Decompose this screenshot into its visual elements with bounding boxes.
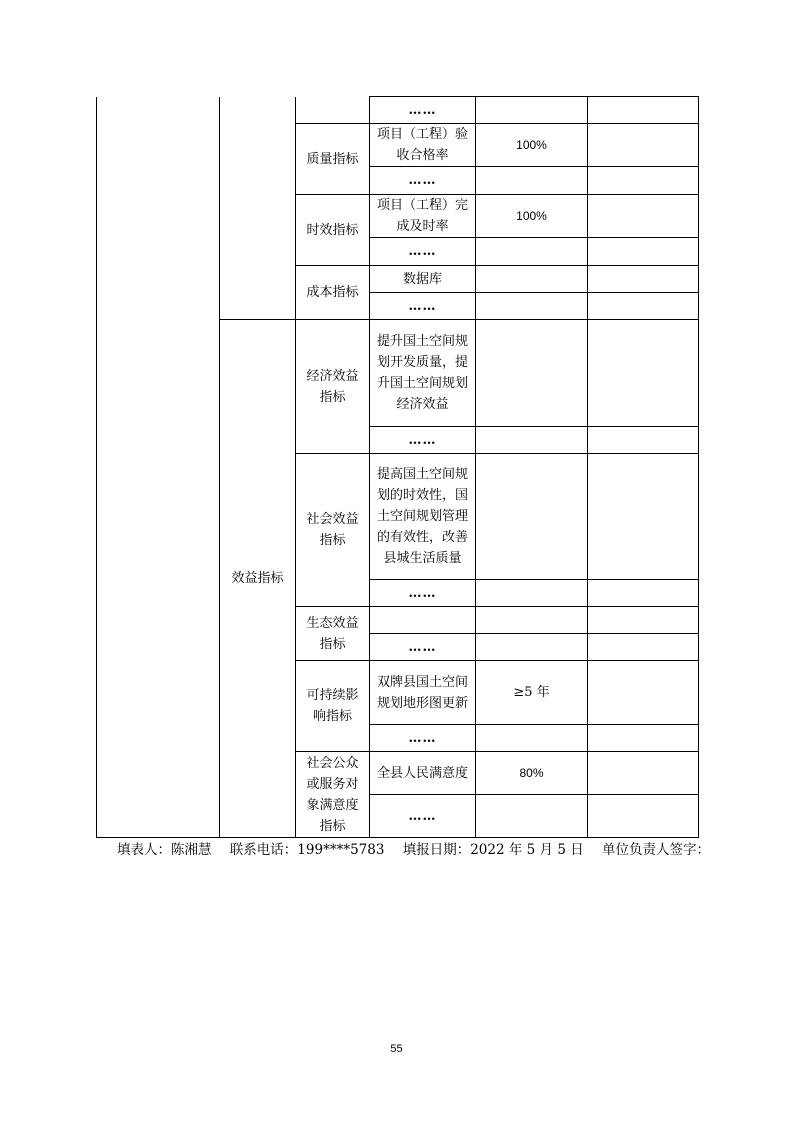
actual-cell: [588, 195, 699, 238]
actual-cell: [588, 167, 699, 195]
target-cell: [476, 238, 588, 266]
level3-cell: 生态效益指标: [296, 607, 370, 661]
level3-cell: 质量指标: [296, 124, 370, 195]
target-cell: ≥5 年: [476, 661, 588, 725]
actual-cell: [588, 427, 699, 454]
level2-cell: 效益指标: [220, 320, 296, 838]
target-cell: [476, 266, 588, 293]
indicator-cell: 全县人民满意度: [370, 752, 476, 795]
actual-cell: [588, 752, 699, 795]
indicator-cell: 提高国土空间规划的时效性，国土空间规划管理的有效性，改善县城生活质量: [370, 454, 476, 580]
target-cell: 80%: [476, 752, 588, 795]
indicator-cell: 项目（工程）完成及时率: [370, 195, 476, 238]
actual-cell: [588, 795, 699, 838]
level1-cell: [97, 97, 220, 838]
actual-cell: [588, 124, 699, 167]
level2-cell-output: [220, 97, 296, 320]
form-footer: [117, 838, 737, 858]
indicator-cell: ……: [370, 427, 476, 454]
indicator-cell: ……: [370, 167, 476, 195]
level3-cell: 社会效益指标: [296, 454, 370, 607]
level3-cell-quantity: [296, 97, 370, 124]
target-cell: 100%: [476, 124, 588, 167]
target-cell: [476, 634, 588, 661]
target-cell: [476, 427, 588, 454]
indicator-cell: ……: [370, 580, 476, 607]
indicator-cell: ……: [370, 725, 476, 752]
target-cell: [476, 580, 588, 607]
actual-cell: [588, 580, 699, 607]
table-row: [97, 97, 699, 124]
actual-cell: [588, 454, 699, 580]
level3-cell: 时效指标: [296, 195, 370, 266]
indicator-cell: ……: [370, 795, 476, 838]
level3-cell: 可持续影响指标: [296, 661, 370, 752]
level3-cell: 社会公众或服务对象满意度指标: [296, 752, 370, 838]
target-cell: [476, 293, 588, 320]
actual-cell: [588, 238, 699, 266]
indicator-cell: ……: [370, 238, 476, 266]
actual-cell: [588, 293, 699, 320]
performance-indicator-table: [96, 96, 699, 838]
actual-cell: [588, 97, 699, 124]
page-number: 55: [390, 1043, 403, 1055]
indicator-cell: ……: [370, 293, 476, 320]
target-cell: [476, 454, 588, 580]
indicator-cell: 提升国土空间规划开发质量，提升国土空间规划经济效益: [370, 320, 476, 427]
target-cell: [476, 795, 588, 838]
actual-cell: [588, 661, 699, 725]
indicator-cell: 项目（工程）验收合格率: [370, 124, 476, 167]
level3-cell: 成本指标: [296, 266, 370, 320]
actual-cell: [588, 634, 699, 661]
filler-name: 填表人：陈湘慧: [117, 842, 212, 858]
indicator-cell: ……: [370, 634, 476, 661]
signature-label: 单位负责人签字：: [602, 842, 711, 858]
target-cell: [476, 97, 588, 124]
contact-phone: 联系电话：199****5783: [229, 842, 385, 858]
actual-cell: [588, 266, 699, 293]
target-cell: [476, 725, 588, 752]
level3-cell: 经济效益指标: [296, 320, 370, 454]
indicator-cell: 双牌县国土空间规划地形图更新: [370, 661, 476, 725]
target-cell: [476, 607, 588, 634]
target-cell: [476, 167, 588, 195]
actual-cell: [588, 320, 699, 427]
fill-date: 填报日期：2022 年 5 月 5 日: [402, 842, 584, 858]
actual-cell: [588, 607, 699, 634]
indicator-cell: ……: [370, 97, 476, 124]
target-cell: [476, 320, 588, 427]
actual-cell: [588, 725, 699, 752]
indicator-cell: 数据库: [370, 266, 476, 293]
target-cell: 100%: [476, 195, 588, 238]
indicator-cell: [370, 607, 476, 634]
